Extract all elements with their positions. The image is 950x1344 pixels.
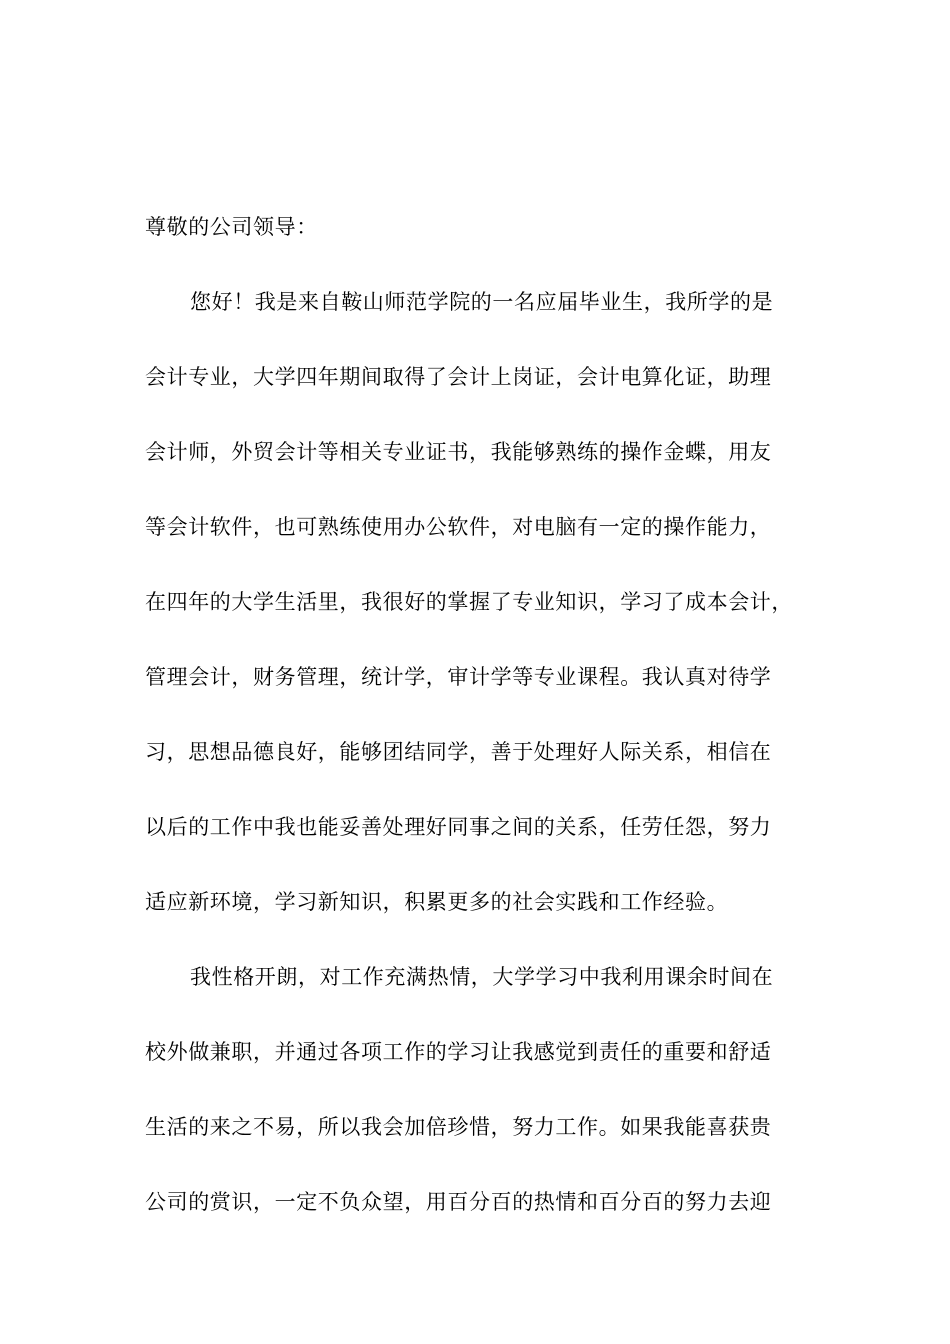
paragraph-line: 会计专业，大学四年期间取得了会计上岗证，会计电算化证，助理 [145,365,772,389]
paragraph-line: 习，思想品德良好，能够团结同学，善于处理好人际关系，相信在 [145,740,772,764]
paragraph-line: 我性格开朗，对工作充满热情，大学学习中我利用课余时间在 [190,965,774,989]
paragraph-line: 会计师，外贸会计等相关专业证书，我能够熟练的操作金蝶，用友 [145,440,772,464]
paragraph-line: 在四年的大学生活里，我很好的掌握了专业知识，学习了成本会计， [145,590,793,614]
paragraph-line: 以后的工作中我也能妥善处理好同事之间的关系，任劳任怨，努力 [145,815,772,839]
paragraph-line: 您好！我是来自鞍山师范学院的一名应届毕业生，我所学的是 [190,290,774,314]
salutation: 尊敬的公司领导： [145,215,318,239]
paragraph-line: 适应新环境，学习新知识，积累更多的社会实践和工作经验。 [145,890,729,914]
paragraph-line: 生活的来之不易，所以我会加倍珍惜，努力工作。如果我能喜获贵 [145,1115,772,1139]
paragraph-line: 等会计软件，也可熟练使用办公软件，对电脑有一定的操作能力， [145,515,772,539]
paragraph-line: 管理会计，财务管理，统计学，审计学等专业课程。我认真对待学 [145,665,772,689]
paragraph-line: 校外做兼职，并通过各项工作的学习让我感觉到责任的重要和舒适 [145,1040,772,1064]
paragraph-line: 公司的赏识，一定不负众望，用百分百的热情和百分百的努力去迎 [145,1190,772,1214]
